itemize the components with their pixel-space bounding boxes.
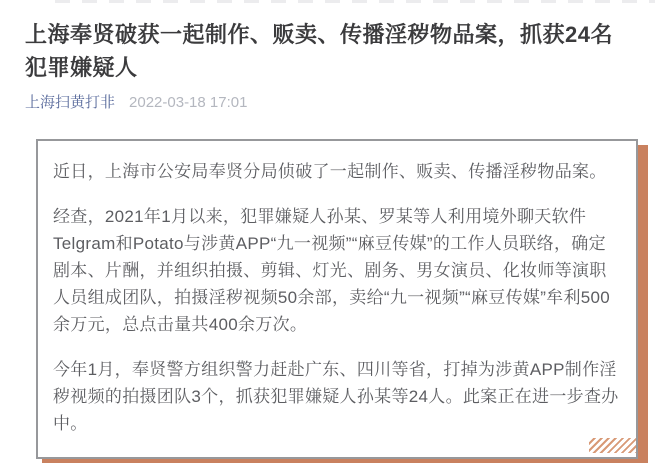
source-link[interactable]: 上海扫黄打非 <box>25 94 116 111</box>
top-crop-artifact <box>55 0 655 3</box>
article-paragraph: 近日，上海市公安局奉贤分局侦破了一起制作、贩卖、传播淫秽物品案。 <box>53 162 607 181</box>
article-paragraph: 今年1月，奉贤警方组织警力赶赴广东、四川等省，打掉为涉黄APP制作淫秽视频的拍摄团队3个，抓获犯罪嫌疑人孙某等24人。此案正在进一步查办中。 <box>53 360 619 433</box>
article-title: 上海奉贤破获一起制作、贩卖、传播淫秽物品案，抓获24名犯罪嫌疑人 <box>25 22 613 80</box>
article-body-box <box>36 139 638 459</box>
article-paragraph: 经查，2021年1月以来，犯罪嫌疑人孙某、罗某等人利用境外聊天软件Telgram和Potato与涉黄APP“九一视频”“麻豆传媒”的工作人员联络，确定剧本、片酬，并组织拍摄、剪辑、灯光、剧务、男女演员、化妆师等演职人员组成团队，拍摄淫秽视频50余部，卖给“九一视频”“麻豆传媒”牟利500余万元，总点击量共400余万次。 <box>53 207 611 334</box>
article-meta <box>25 94 635 111</box>
hatch-decoration <box>589 438 636 453</box>
publish-date: 2022-03-18 17:01 <box>129 94 248 111</box>
